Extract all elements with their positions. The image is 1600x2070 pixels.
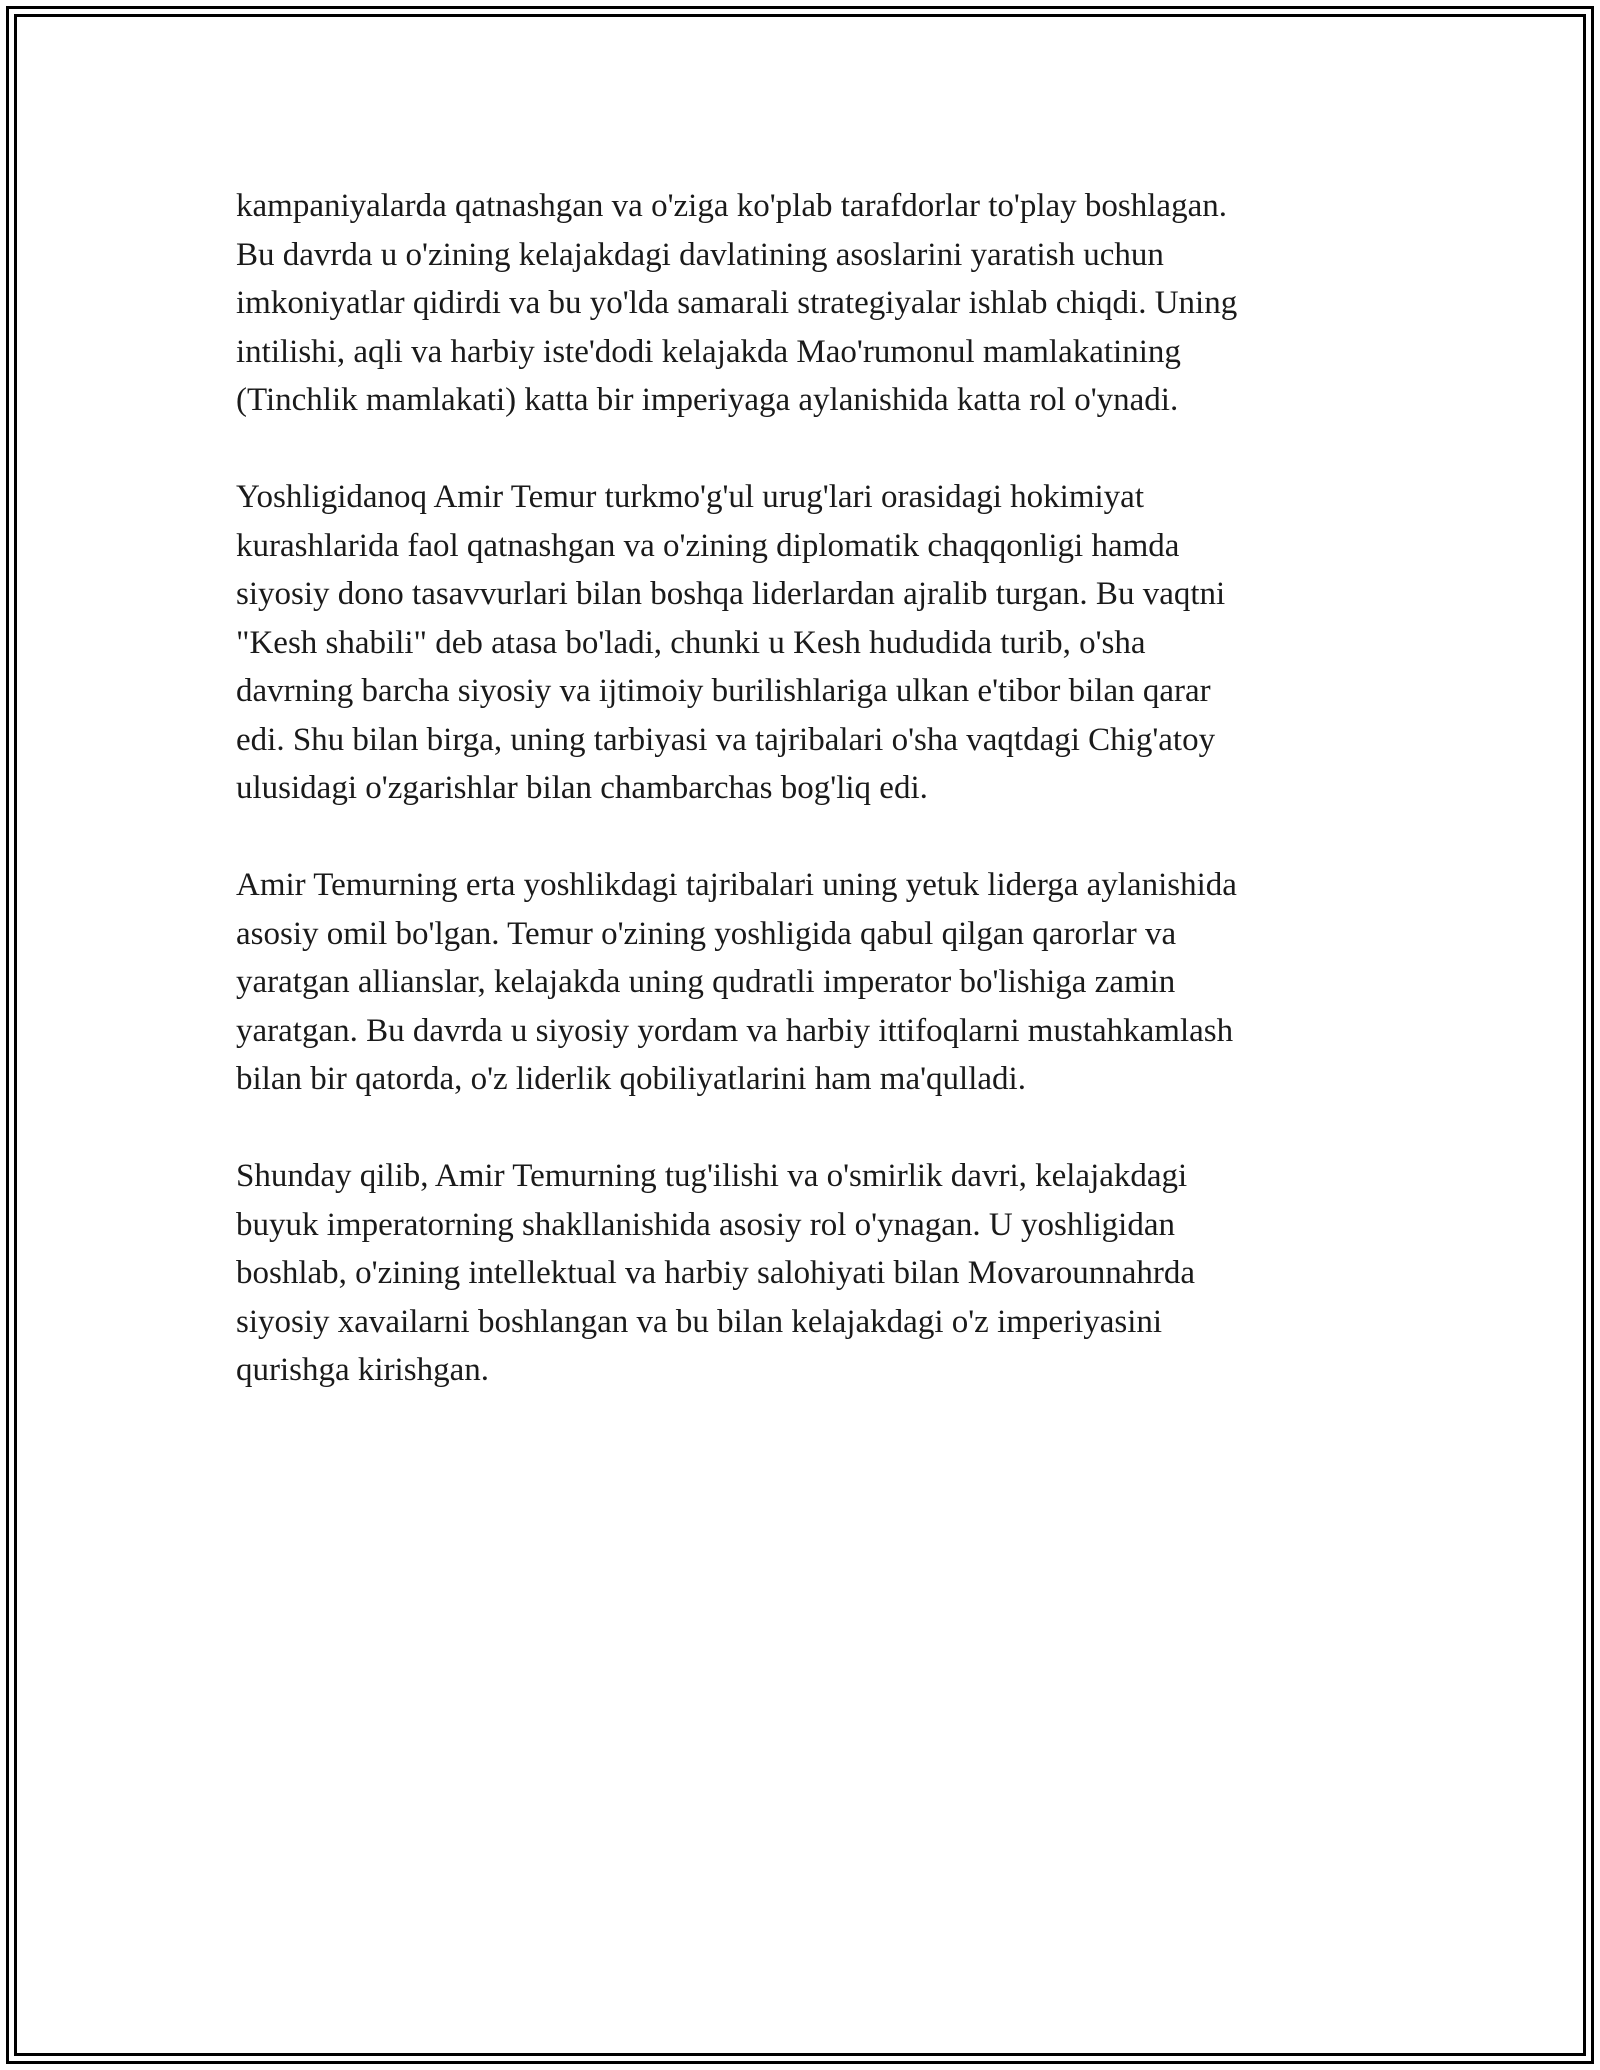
paragraph-4: Shunday qilib, Amir Temurning tug'ilishi va o'smirlik davri, kelajakdagi buyuk imperatorning shakllanishida asosiy rol o'ynagan. U yoshligidan boshlab, o'zining intellektual va harbiy salohiyati bilan Movarounnahrda siyosiy xavailarni boshlangan va bu bilan kelajakdagi o'z imperiyasini qurishga kirishgan.	[236, 1158, 1196, 1388]
paragraph-1: kampaniyalarda qatnashgan va o'ziga ko'plab tarafdorlar to'play boshlagan. Bu davrda u o'zining kelajakdagi davlatining asoslarini yaratish uchun imkoniyatlar qidirdi va bu yo'lda samarali strategiyalar ishlab chiqdi. Uning intilishi, aqli va harbiy iste'dodi kelajakda Mao'rumonul mamlakatining (Tinchlik mamlakati) katta bir imperiyaga aylanishida katta rol o'ynadi.	[236, 188, 1238, 418]
paragraph-2: Yoshligidanoq Amir Temur turkmo'g'ul urug'lari orasidagi hokimiyat kurashlarida faol qatnashgan va o'zining diplomatik chaqqonligi hamda siyosiy dono tasavvurlari bilan boshqa liderlardan ajralib turgan. Bu vaqtni "Kesh shabili" deb atasa bo'ladi, chunki u Kesh hududida turib, o'sha davrning barcha siyosiy va ijtimoiy burilishlariga ulkan e'tibor bilan qarar edi. Shu bilan birga, uning tarbiyasi va tajribalari o'sha vaqtdagi Chig'atoy ulusidagi o'zgarishlar bilan chambarchas bog'liq edi.	[236, 479, 1226, 806]
paragraph-3: Amir Temurning erta yoshlikdagi tajribalari uning yetuk liderga aylanishida asosiy omil bo'lgan. Temur o'zining yoshligida qabul qilgan qarorlar va yaratgan allianslar, kelajakda uning qudratli imperator bo'lishiga zamin yaratgan. Bu davrda u siyosiy yordam va harbiy ittifoqlarni mustahkamlash bilan bir qatorda, o'z liderlik qobiliyatlarini ham ma'qulladi.	[236, 867, 1237, 1097]
document-body	[236, 182, 1356, 1443]
